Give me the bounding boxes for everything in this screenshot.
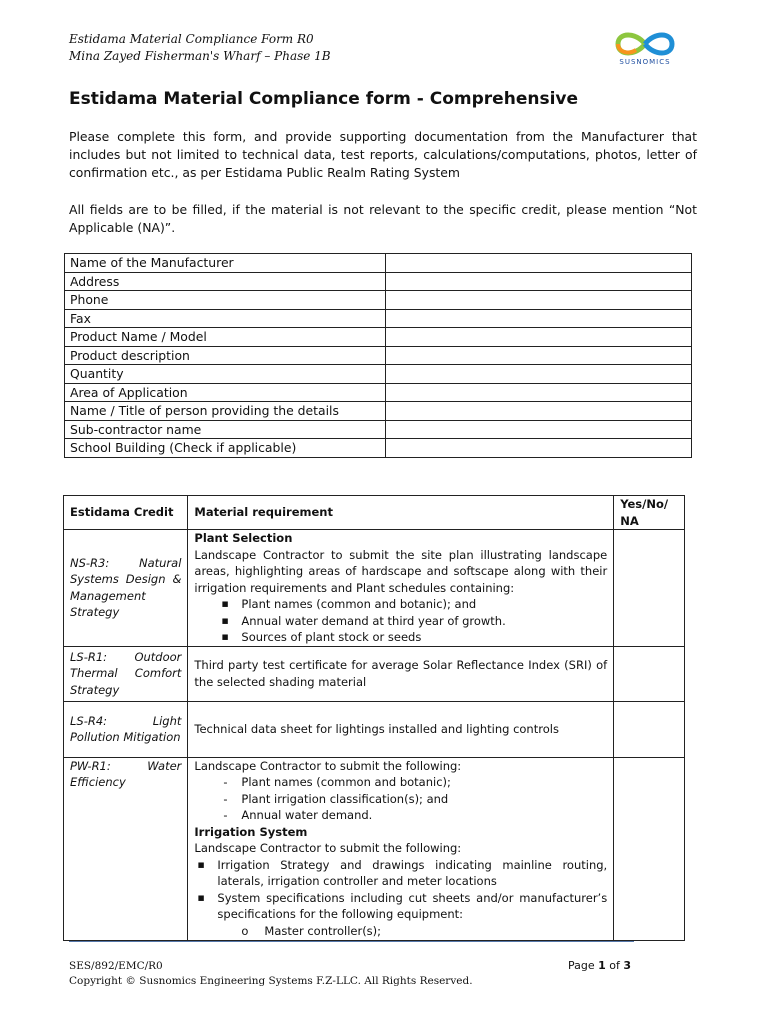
header-line-form: Estidama Material Compliance Form R0	[69, 32, 314, 46]
table-row	[65, 439, 692, 458]
section-heading: Irrigation System	[194, 824, 308, 839]
list-item: ▪ Irrigation Strategy and drawings indicating mainline routing, laterals, irrigation controller and meter locations	[194, 857, 607, 890]
total-pages: 3	[623, 959, 632, 972]
table-row	[64, 530, 685, 647]
table-row	[65, 328, 692, 347]
list-item: ▪ Annual water demand at third year of growth.	[194, 613, 607, 630]
yes-no-na-cell[interactable]	[614, 646, 685, 701]
requirement-cell	[188, 530, 614, 647]
table-row	[64, 646, 685, 701]
manufacturer-info-table	[64, 253, 692, 458]
column-header-yes-no-na: Yes/No/ NA	[614, 496, 685, 530]
requirement-cell: Third party test certificate for average Solar Reflectance Index (SRI) of the selected shading material	[188, 646, 614, 701]
field-value-cell[interactable]	[386, 402, 692, 421]
field-label: Phone	[65, 291, 386, 310]
credit-cell: PW-R1: Water Efficiency	[64, 757, 188, 940]
susnomics-logo	[606, 28, 684, 72]
field-value-cell[interactable]	[386, 272, 692, 291]
bullet-list	[194, 596, 607, 646]
header-text	[69, 31, 331, 65]
table-row	[65, 272, 692, 291]
table-row	[65, 420, 692, 439]
table-row	[65, 346, 692, 365]
list-item: ▪ Sources of plant stock or seeds	[194, 629, 607, 646]
table-row	[65, 291, 692, 310]
infinity-logo-icon	[606, 28, 684, 60]
of-word: of	[609, 959, 620, 972]
list-item: - Plant irrigation classification(s); and	[194, 791, 607, 808]
field-label: School Building (Check if applicable)	[65, 439, 386, 458]
field-value-cell[interactable]	[386, 291, 692, 310]
column-header-credit: Estidama Credit	[64, 496, 188, 530]
credit-cell: NS-R3: Natural Systems Design & Management Strategy	[64, 530, 188, 647]
list-item: o Master controller(s);	[194, 923, 607, 940]
table-header-row	[64, 496, 685, 530]
list-item: ▪ Plant names (common and botanic); and	[194, 596, 607, 613]
requirement-text: Landscape Contractor to submit the following:	[194, 841, 462, 856]
bullet-list	[194, 857, 607, 923]
field-label: Area of Application	[65, 383, 386, 402]
field-value-cell[interactable]	[386, 309, 692, 328]
section-heading: Plant Selection	[194, 531, 293, 545]
yes-no-na-cell[interactable]	[614, 701, 685, 757]
table-row	[64, 757, 685, 940]
requirement-text: Landscape Contractor to submit the following:	[194, 758, 462, 773]
current-page: 1	[598, 959, 606, 972]
column-header-requirement: Material requirement	[188, 496, 614, 530]
footer-divider	[69, 941, 634, 942]
table-row	[65, 365, 692, 384]
field-label: Product description	[65, 346, 386, 365]
table-row	[65, 309, 692, 328]
requirement-text: Landscape Contractor to submit the site plan illustrating landscape areas, highlighting areas of hardscape and softscape along with their irrigation requirements and Plant schedules containing:	[194, 547, 608, 595]
form-title: Estidama Material Compliance form - Comprehensive	[69, 89, 579, 109]
field-value-cell[interactable]	[386, 254, 692, 273]
dash-list	[194, 774, 607, 824]
credit-cell: LS-R1: Outdoor Thermal Comfort Strategy	[64, 646, 188, 701]
field-value-cell[interactable]	[386, 383, 692, 402]
sub-list	[194, 923, 607, 940]
list-item: - Annual water demand.	[194, 807, 607, 824]
field-value-cell[interactable]	[386, 328, 692, 347]
list-item: ▪ System specifications including cut sheets and/or manufacturer’s specifications for the following equipment:	[194, 890, 607, 923]
table-row	[65, 254, 692, 273]
field-value-cell[interactable]	[386, 420, 692, 439]
list-item: - Plant names (common and botanic);	[194, 774, 607, 791]
table-row	[65, 383, 692, 402]
logo-wordmark: SUSNOMICS	[619, 58, 671, 66]
yes-no-na-cell[interactable]	[614, 757, 685, 940]
document-code: SES/892/EMC/R0	[69, 960, 163, 972]
requirement-cell	[188, 757, 614, 940]
yes-no-na-cell[interactable]	[614, 530, 685, 647]
field-value-cell[interactable]	[386, 346, 692, 365]
table-row	[64, 701, 685, 757]
field-label: Fax	[65, 309, 386, 328]
copyright-notice: Copyright © Susnomics Engineering Systems F.Z-LLC. All Rights Reserved.	[69, 975, 473, 987]
na-instructions-paragraph: All fields are to be filled, if the material is not relevant to the specific credit, please mention “Not Applicable (NA)”.	[69, 202, 697, 235]
field-label: Name / Title of person providing the details	[65, 402, 386, 421]
field-label: Name of the Manufacturer	[65, 254, 386, 273]
field-label: Sub-contractor name	[65, 420, 386, 439]
instructions-paragraph: Please complete this form, and provide supporting documentation from the Manufacturer that includes but not limited to technical data, test reports, calculations/computations, photos, letter of confirmation etc., as per Estidama Public Realm Rating System	[69, 129, 697, 180]
field-value-cell[interactable]	[386, 439, 692, 458]
field-label: Quantity	[65, 365, 386, 384]
credit-requirements-table	[63, 495, 685, 941]
table-row	[65, 402, 692, 421]
field-label: Address	[65, 272, 386, 291]
requirement-cell: Technical data sheet for lightings installed and lighting controls	[188, 701, 614, 757]
page-word: Page	[568, 959, 595, 972]
page-number	[568, 959, 631, 972]
field-value-cell[interactable]	[386, 365, 692, 384]
header-line-project: Mina Zayed Fisherman's Wharf – Phase 1B	[69, 49, 331, 63]
credit-cell: LS-R4: Light Pollution Mitigation	[64, 701, 188, 757]
field-label: Product Name / Model	[65, 328, 386, 347]
